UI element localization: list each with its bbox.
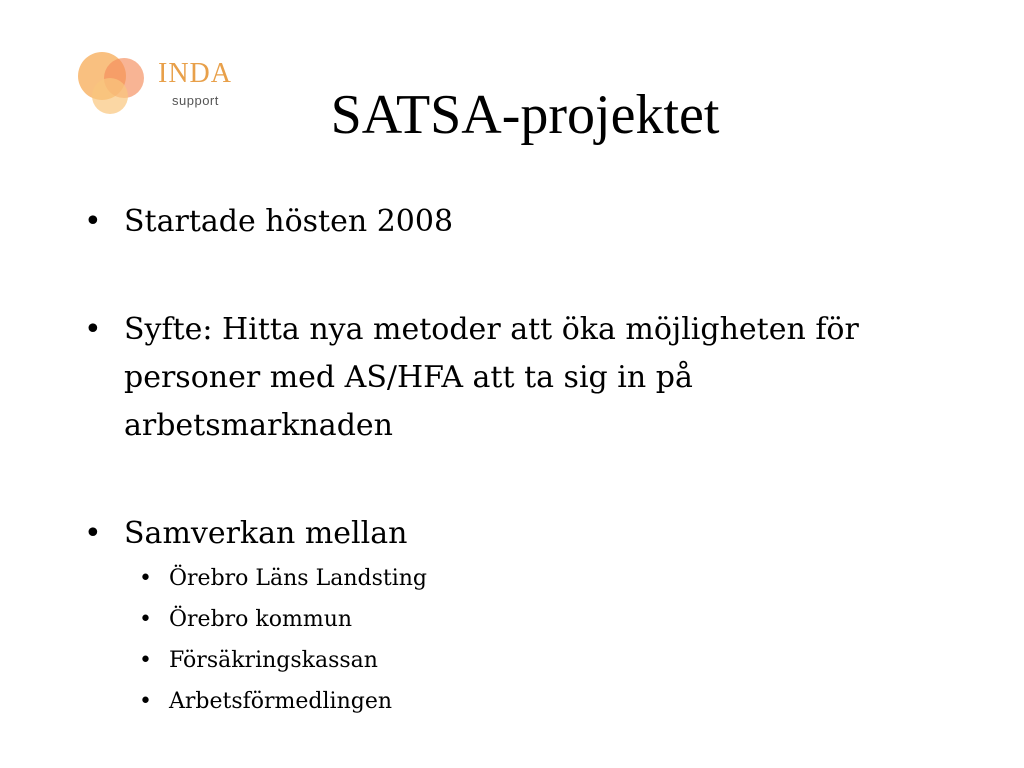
sub-bullet-text: Örebro kommun (169, 607, 353, 632)
sub-bullet-text: Försäkringskassan (169, 648, 378, 673)
sub-bullet-item (139, 681, 954, 722)
bullet-text: Startade hösten 2008 (124, 204, 454, 239)
bullet-item (84, 306, 954, 450)
logo-wordmark: INDA (158, 58, 232, 89)
bullet-text: Samverkan mellan (124, 516, 408, 551)
sub-bullet-dot: • (139, 607, 152, 632)
sub-bullet-item (139, 599, 954, 640)
bullet-item (84, 510, 954, 558)
bullet-dot: • (84, 312, 102, 347)
bullet-dot: • (84, 516, 102, 551)
sub-bullet-dot: • (139, 648, 152, 673)
sub-bullet-item (139, 640, 954, 681)
bullet-text: Syfte: Hitta nya metoder att öka möjligheten för personer med AS/HFA att ta sig in på arbetsmarknaden (124, 312, 859, 443)
sub-bullet-dot: • (139, 689, 152, 714)
sub-bullet-text: Arbetsförmedlingen (169, 689, 393, 714)
sub-bullet-text: Örebro Läns Landsting (169, 566, 427, 591)
slide-content (84, 198, 954, 722)
slide-title: SATSA-projektet (330, 84, 720, 146)
sub-bullet-dot: • (139, 566, 152, 591)
bullet-item (84, 198, 954, 246)
sub-bullet-item (139, 558, 954, 599)
logo-subtitle: support (172, 93, 219, 108)
bullet-dot: • (84, 204, 102, 239)
